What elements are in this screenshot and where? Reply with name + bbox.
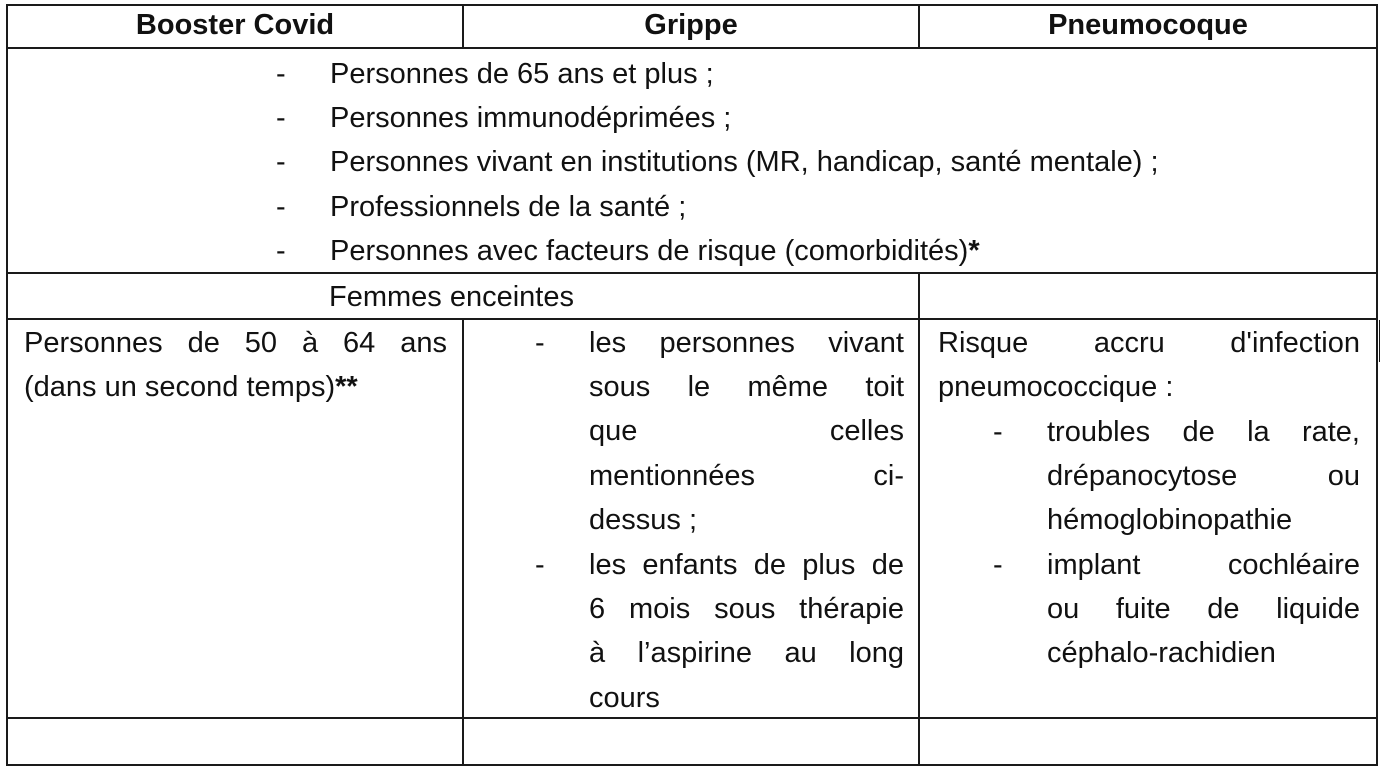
cell-word: Risque bbox=[938, 326, 1029, 359]
cell-word: de bbox=[187, 326, 220, 359]
cell-line bbox=[1047, 410, 1360, 454]
cell-word: ci- bbox=[873, 459, 904, 492]
list-dash: - bbox=[993, 549, 1003, 581]
cell-word: l’aspirine bbox=[637, 637, 753, 670]
grippe-item-2 bbox=[589, 543, 904, 720]
table-border-bottom bbox=[6, 764, 1378, 766]
empty-cell bbox=[920, 719, 1376, 764]
table-border-right bbox=[1376, 4, 1378, 766]
col-divider-1-body bbox=[462, 318, 464, 766]
list-dash: - bbox=[535, 327, 545, 359]
row-divider-2 bbox=[6, 318, 1378, 320]
cell-word: sous bbox=[589, 370, 651, 403]
footnote-marker: ** bbox=[335, 370, 358, 403]
list-dash: - bbox=[276, 191, 286, 223]
cell-word: hémoglobinopathie bbox=[1047, 504, 1293, 537]
empty-cell bbox=[920, 274, 1376, 318]
cell-word: toit bbox=[865, 370, 904, 403]
cell-line bbox=[1047, 587, 1360, 631]
pregnant-women-label: Femmes enceintes bbox=[329, 281, 574, 313]
list-item: Personnes immunodéprimées ; bbox=[330, 102, 732, 134]
covid-line bbox=[24, 321, 447, 365]
cell-word: cours bbox=[589, 681, 660, 714]
header-booster-covid: Booster Covid bbox=[135, 9, 335, 41]
cell-word: dessus ; bbox=[589, 503, 697, 536]
pneumo-item-2 bbox=[1047, 543, 1360, 676]
cell-word: même bbox=[747, 370, 829, 403]
cell-word: 64 bbox=[343, 326, 376, 359]
cell-line bbox=[589, 454, 904, 498]
list-dash: - bbox=[276, 58, 286, 90]
cell-word: Personnes bbox=[24, 326, 163, 359]
cell-word: plus bbox=[802, 548, 856, 581]
list-dash: - bbox=[993, 416, 1003, 448]
col-divider-2-body bbox=[918, 318, 920, 766]
cell-line bbox=[1047, 499, 1360, 543]
cell-word: ou bbox=[1327, 459, 1360, 492]
cell-line bbox=[589, 543, 904, 587]
covid-line bbox=[24, 365, 447, 409]
cell-line bbox=[589, 410, 904, 454]
cell-word: que bbox=[589, 415, 638, 448]
cell-word: enfants bbox=[642, 548, 738, 581]
cell-line bbox=[938, 365, 1360, 409]
pneumo-item-1 bbox=[1047, 410, 1360, 543]
list-item: Personnes de 65 ans et plus ; bbox=[330, 58, 714, 90]
cell-word: personnes bbox=[659, 326, 795, 359]
cell-word: drépanocytose bbox=[1047, 459, 1238, 492]
empty-cell bbox=[464, 719, 918, 764]
cell-word: de bbox=[1207, 592, 1240, 625]
cell-word: fuite bbox=[1115, 592, 1171, 625]
header-pneumocoque: Pneumocoque bbox=[1048, 9, 1248, 41]
cell-word: mentionnées bbox=[589, 459, 756, 492]
cell-word: ans bbox=[400, 326, 447, 359]
cell-word: cochléaire bbox=[1227, 548, 1360, 581]
cell-line bbox=[1047, 454, 1360, 498]
cell-word: au bbox=[784, 637, 817, 670]
pneumo-intro bbox=[938, 321, 1360, 410]
cell-word: pneumococcique : bbox=[938, 370, 1174, 403]
covid-cell bbox=[24, 321, 447, 410]
cell-line bbox=[589, 587, 904, 631]
list-item: Personnes vivant en institutions (MR, handicap, santé mentale) ; bbox=[330, 146, 1159, 178]
cell-line bbox=[1047, 632, 1360, 676]
table-border-left bbox=[6, 4, 8, 766]
cell-line bbox=[1047, 543, 1360, 587]
covid-line-text: (dans un second temps) bbox=[24, 370, 336, 403]
header-grippe: Grippe bbox=[644, 9, 738, 41]
cell-line bbox=[589, 676, 904, 720]
header-divider bbox=[6, 47, 1378, 49]
cell-word: liquide bbox=[1276, 592, 1360, 625]
cell-line bbox=[938, 321, 1360, 365]
cell-word: thérapie bbox=[799, 592, 904, 625]
cell-word: les bbox=[589, 326, 627, 359]
cell-word: accru bbox=[1093, 326, 1165, 359]
list-item bbox=[330, 229, 980, 273]
cell-word: les bbox=[589, 548, 627, 581]
cell-word: de bbox=[753, 548, 786, 581]
cell-line bbox=[589, 365, 904, 409]
stray-mark bbox=[1379, 320, 1380, 362]
cell-word: sous bbox=[714, 592, 776, 625]
cell-word: la bbox=[1247, 415, 1270, 448]
list-dash: - bbox=[276, 235, 286, 267]
cell-word: implant bbox=[1047, 548, 1141, 581]
cell-word: de bbox=[871, 548, 904, 581]
list-dash: - bbox=[276, 146, 286, 178]
cell-word: à bbox=[301, 326, 319, 359]
cell-word: mois bbox=[628, 592, 691, 625]
empty-cell bbox=[8, 719, 462, 764]
cell-word: à bbox=[589, 637, 606, 670]
cell-word: de bbox=[1182, 415, 1215, 448]
cell-line bbox=[589, 632, 904, 676]
list-item-text: Personnes avec facteurs de risque (comorbidités) bbox=[330, 235, 969, 267]
cell-word: troubles bbox=[1047, 415, 1151, 448]
list-item: Professionnels de la santé ; bbox=[330, 191, 687, 223]
cell-word: céphalo-rachidien bbox=[1047, 637, 1276, 670]
cell-word: long bbox=[849, 637, 904, 670]
cell-word: d'infection bbox=[1230, 326, 1360, 359]
grippe-item-1 bbox=[589, 321, 904, 542]
list-dash: - bbox=[276, 102, 286, 134]
cell-word: 6 bbox=[589, 592, 606, 625]
cell-word: 50 bbox=[244, 326, 278, 359]
cell-word: celles bbox=[829, 415, 904, 448]
cell-word: rate, bbox=[1301, 415, 1360, 448]
cell-line bbox=[589, 321, 904, 365]
cell-line bbox=[589, 498, 904, 542]
cell-word: vivant bbox=[828, 326, 904, 359]
cell-word: le bbox=[687, 370, 711, 403]
footnote-marker: * bbox=[968, 235, 980, 267]
cell-word: ou bbox=[1047, 592, 1080, 625]
list-dash: - bbox=[535, 549, 545, 581]
